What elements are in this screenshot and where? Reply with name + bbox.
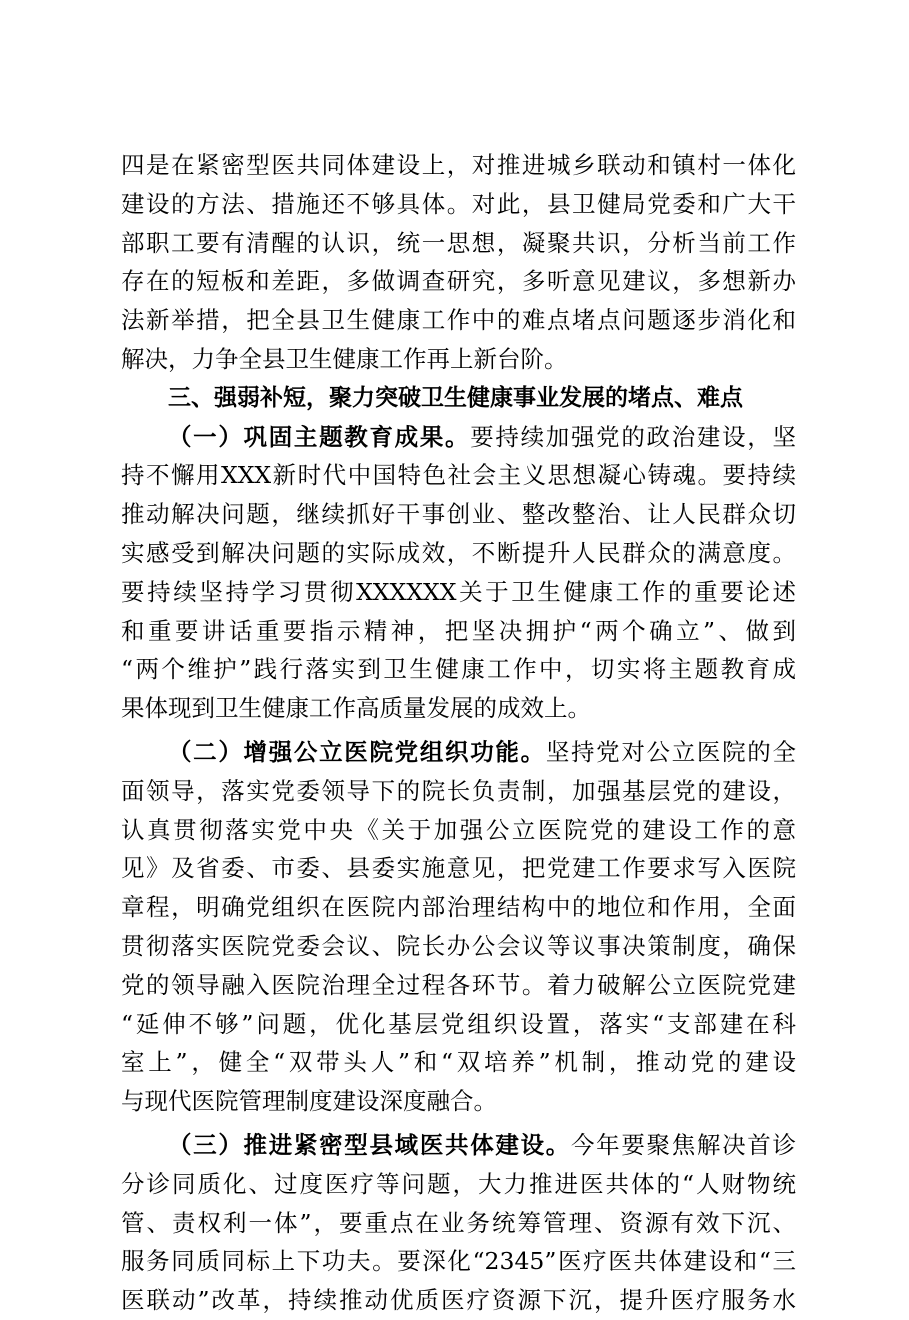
- paragraph-line: 实感受到解决问题的实际成效，不断提升人民群众的满意度。: [121, 538, 796, 567]
- paragraph-line: 果体现到卫生健康工作高质量发展的成效上。: [121, 694, 591, 723]
- paragraph-line: “两个维护”践行落实到卫生健康工作中，切实将主题教育成: [121, 655, 796, 684]
- subsection-title: （三）推进紧密型县域医共体建设。: [168, 1130, 571, 1159]
- paragraph-line: 服务同质同标上下功夫。要深化“2345”医疗医共体建设和“三: [121, 1247, 796, 1276]
- paragraph-line: 解决，力争全县卫生健康工作再上新台阶。: [121, 344, 568, 373]
- paragraph-line: 贯彻落实医院党委会议、院长办公会议等议事决策制度，确保: [121, 931, 796, 960]
- paragraph-line: 部职工要有清醒的认识，统一思想，凝聚共识，分析当前工作: [121, 228, 796, 257]
- paragraph-line: 见》及省委、市委、县委实施意见，把党建工作要求写入医院: [121, 854, 796, 883]
- paragraph-3: [121, 733, 796, 1121]
- section-heading: 三、强弱补短，聚力突破卫生健康事业发展的堵点、难点: [168, 384, 743, 411]
- paragraph-text: 坚持党对公立医院的全: [545, 737, 796, 766]
- paragraph-line: 分诊同质化、过度医疗等问题，大力推进医共体的“人财物统: [121, 1169, 796, 1198]
- paragraph-line: 推动解决问题，继续抓好干事创业、整改整治、让人民群众切: [121, 500, 796, 529]
- paragraph-line: 章程，明确党组织在医院内部治理结构中的地位和作用，全面: [121, 893, 796, 922]
- paragraph-first-line: [121, 733, 796, 772]
- subsection-title: （一）巩固主题教育成果。: [168, 422, 471, 451]
- paragraph-1: [121, 146, 796, 379]
- paragraph-line: 管、责权利一体”，要重点在业务统筹管理、资源有效下沉、: [121, 1208, 796, 1237]
- paragraph-line: 党的领导融入医院治理全过程各环节。着力破解公立医院党建: [121, 970, 796, 999]
- paragraph-line: “延伸不够”问题，优化基层党组织设置，落实“支部建在科: [121, 1009, 796, 1038]
- paragraph-line: 建设的方法、措施还不够具体。对此，县卫健局党委和广大干: [121, 189, 796, 218]
- paragraph-line: 面领导，落实党委领导下的院长负责制，加强基层党的建设，: [121, 776, 796, 805]
- subsection-title: （二）增强公立医院党组织功能。: [168, 737, 546, 766]
- paragraph-line: 持不懈用XXX新时代中国特色社会主义思想凝心铸魂。要持续: [121, 461, 796, 490]
- paragraph-2: [121, 418, 796, 728]
- paragraph-line: 和重要讲话重要指示精神，把坚决拥护“两个确立”、做到: [121, 616, 796, 645]
- paragraph-line: 医联动”改革，持续推动优质医疗资源下沉，提升医疗服务水: [121, 1286, 796, 1315]
- paragraph-line: 四是在紧密型医共同体建设上，对推进城乡联动和镇村一体化: [121, 151, 796, 179]
- paragraph-line: 存在的短板和差距，多做调查研究，多听意见建议，多想新办: [121, 267, 796, 296]
- paragraph-first-line: [121, 418, 796, 457]
- paragraph-line: 要持续坚持学习贯彻XXXXXX关于卫生健康工作的重要论述: [121, 577, 796, 606]
- document-body: [121, 146, 796, 1320]
- paragraph-line: 室上”，健全“双带头人”和“双培养”机制，推动党的建设: [121, 1048, 796, 1077]
- paragraph-line: 认真贯彻落实党中央《关于加强公立医院党的建设工作的意: [121, 815, 796, 844]
- paragraph-4: [121, 1126, 796, 1320]
- paragraph-first-line: [121, 1126, 796, 1165]
- paragraph-text: 今年要聚焦解决首诊: [571, 1130, 796, 1159]
- paragraph-text: 要持续加强党的政治建设，坚: [470, 422, 796, 451]
- paragraph-line: 与现代医院管理制度建设深度融合。: [121, 1087, 497, 1116]
- paragraph-line: 法新举措，把全县卫生健康工作中的难点堵点问题逐步消化和: [121, 306, 796, 335]
